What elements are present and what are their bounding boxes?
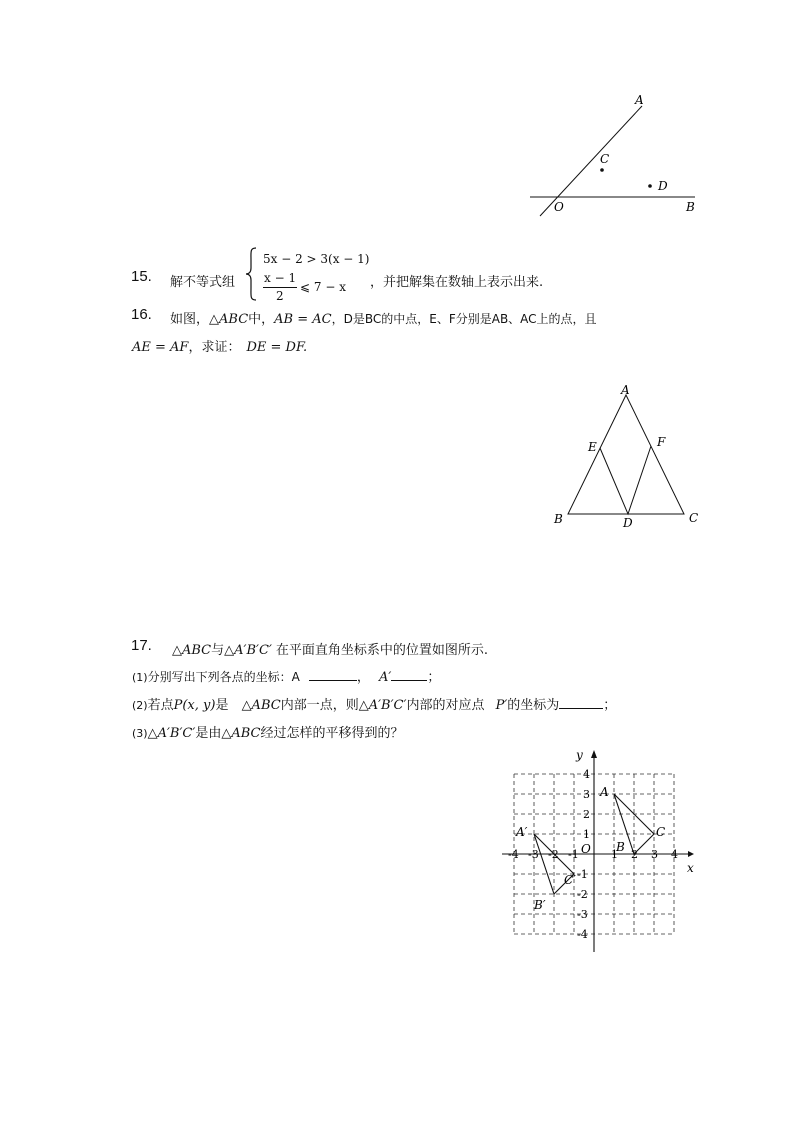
label-B: B — [686, 200, 695, 214]
coordinate-grid-figure — [498, 748, 708, 958]
label-D: D — [658, 179, 668, 193]
angle-figure — [520, 90, 710, 220]
label-C-prime: C′ — [564, 873, 576, 887]
q17-triangle-prime: △A′B′C′ — [224, 643, 272, 658]
x-tick-label: 4 — [671, 848, 678, 861]
label-C: C — [600, 152, 610, 166]
q16-part3: ，D是BC的中点，E、F分别是AB、AC上的点，且 — [331, 312, 597, 326]
x-tick-label: -4 — [508, 848, 519, 861]
q15-tail: ，并把解集在数轴上表示出来. — [370, 275, 544, 290]
label-A: A — [600, 785, 609, 799]
q16-part1: 如图， — [170, 312, 210, 327]
q17-p2-triangle: △ABC — [241, 698, 281, 713]
answer-blank-A[interactable] — [309, 669, 357, 681]
q16-part2: 中， — [248, 312, 275, 327]
x-axis-label: x — [687, 861, 694, 875]
q16-triangle: △ABC — [209, 312, 249, 327]
y-tick-label: 3 — [583, 788, 590, 801]
x-tick-label: 2 — [631, 848, 638, 861]
q17-p2-d: 内部的对应点 — [406, 698, 485, 713]
x-axis-arrow — [688, 851, 694, 857]
q17-p3-triangle-prime: △A′B′C′ — [147, 726, 196, 741]
q16-number: 16. — [131, 306, 152, 323]
q15-brace — [244, 246, 258, 302]
q15-fraction-denominator: 2 — [276, 289, 284, 303]
y-tick-label: -2 — [577, 888, 588, 901]
label-B: B — [554, 512, 563, 526]
label-C: C — [689, 511, 699, 525]
label-F: F — [657, 435, 666, 449]
triangle-ABC — [568, 395, 684, 514]
q16-line-2 — [132, 336, 307, 355]
y-tick-label: 1 — [583, 828, 590, 841]
y-tick-label: 4 — [583, 768, 590, 781]
x-tick-label: -1 — [568, 848, 579, 861]
q15-inequality-1: 5x − 2 > 3(x − 1) — [263, 252, 370, 266]
q17-p1-end: ； — [427, 670, 441, 685]
label-E: E — [588, 440, 597, 454]
x-tick-label: -2 — [548, 848, 559, 861]
label-D: D — [623, 516, 633, 530]
q17-p2-e: 的坐标为 — [507, 698, 560, 713]
q17-p2-P-prime: P′ — [495, 698, 508, 713]
q15-inequality-2-rest: ⩽ 7 − x — [300, 280, 346, 294]
y-tick-label: -3 — [577, 908, 588, 921]
q15-number: 15. — [131, 268, 152, 285]
q17-p2-end: ； — [603, 698, 617, 713]
y-tick-label: 2 — [583, 808, 590, 821]
q16-eq3: DE = DF. — [246, 340, 308, 355]
answer-blank-A-prime[interactable] — [391, 669, 427, 681]
q15-lead: 解不等式组 — [170, 275, 236, 290]
q17-p2-b: 是 — [215, 698, 229, 713]
point-C — [600, 168, 604, 172]
triangle-figure — [548, 378, 708, 533]
y-tick-label: -1 — [577, 868, 588, 881]
q17-p3-prefix: (3) — [132, 727, 148, 740]
label-C: C — [656, 825, 666, 839]
q17-p2-a: 若点 — [147, 698, 174, 713]
q17-mid: 与 — [211, 643, 225, 658]
q17-p2-P: P(x, y) — [173, 698, 216, 713]
q16-eq1: AB = AC — [274, 312, 332, 327]
q17-part-1 — [132, 666, 440, 685]
q17-p3-a: 是由 — [195, 726, 222, 741]
label-A: A — [635, 93, 644, 107]
q17-p1-prefix: (1) — [132, 671, 148, 684]
q16-part4: ，求证： — [188, 340, 241, 355]
label-A-prime: A′ — [516, 825, 528, 839]
x-tick-label: 1 — [611, 848, 618, 861]
label-O: O — [554, 200, 564, 214]
y-axis-label: y — [576, 748, 583, 762]
label-B: B — [616, 840, 625, 854]
q17-triangle-abc: △ABC — [172, 643, 212, 658]
x-tick-label: 3 — [651, 848, 658, 861]
q17-p1-comma: ， — [356, 670, 370, 685]
q17-stem — [172, 639, 488, 658]
label-A: A — [621, 383, 630, 397]
q17-part-2 — [132, 694, 616, 713]
y-tick-label: -4 — [577, 928, 588, 941]
q17-p2-c: 内部一点，则 — [280, 698, 359, 713]
q17-p1-text: 分别写出下列各点的坐标：A — [147, 670, 300, 684]
answer-blank-P-prime[interactable] — [559, 697, 603, 709]
q15-fraction-numerator: x − 1 — [264, 271, 297, 285]
q16-line-1 — [170, 308, 597, 327]
q17-tail: 在平面直角坐标系中的位置如图所示. — [275, 643, 489, 658]
origin-label: O — [581, 842, 591, 856]
q17-p2-triangle-prime: △A′B′C′ — [358, 698, 407, 713]
label-B-prime: B′ — [534, 898, 546, 912]
q17-p2-prefix: (2) — [132, 699, 148, 712]
q17-p3-triangle: △ABC — [221, 726, 261, 741]
y-axis-arrow — [591, 750, 597, 758]
q16-eq2: AE = AF — [132, 340, 189, 355]
point-D — [648, 184, 652, 188]
q17-p1-A-prime: A′ — [379, 670, 392, 685]
q17-part-3 — [132, 722, 404, 741]
q17-p3-b: 经过怎样的平移得到的？ — [260, 726, 404, 741]
segment-E-D-F — [600, 446, 651, 514]
x-tick-label: -3 — [528, 848, 539, 861]
q17-number: 17. — [131, 637, 152, 654]
q15-fraction-bar — [263, 287, 297, 288]
